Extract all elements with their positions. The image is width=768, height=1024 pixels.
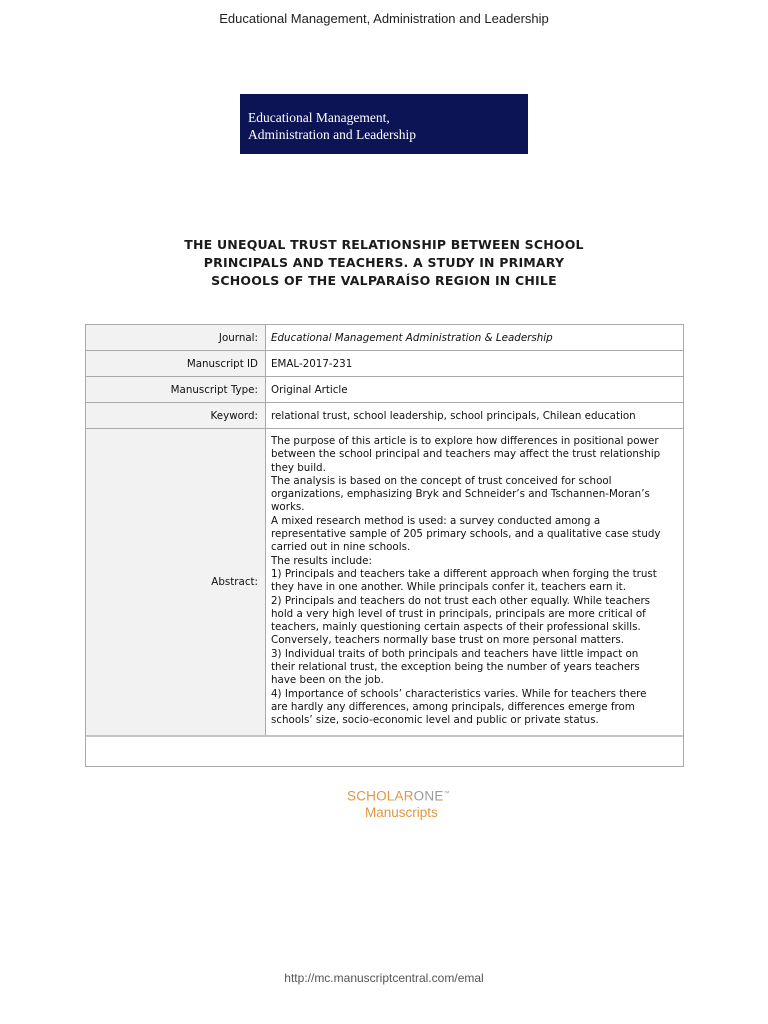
logo-tm: ™ [443, 791, 450, 797]
journal-row [86, 325, 683, 351]
keyword-label: Keyword: [86, 403, 266, 428]
abstract-text [266, 429, 683, 735]
scholarone-wordmark [347, 786, 487, 805]
abstract-line: Conversely, teachers normally base trust on more personal matters. [271, 634, 624, 647]
banner-line-2: Administration and Leadership [248, 127, 416, 142]
manuscript-type-label: Manuscript Type: [86, 377, 266, 402]
empty-row [86, 737, 683, 767]
article-title [100, 236, 668, 290]
title-line-3: SCHOOLS OF THE VALPARAÍSO REGION IN CHILE [211, 273, 557, 288]
journal-value: Educational Management Administration & Leadership [271, 331, 553, 344]
journal-banner [240, 94, 528, 154]
abstract-line: hold a very high level of trust in principals, principals are more critical of [271, 607, 646, 620]
logo-one: ONE [413, 788, 444, 804]
manuscript-id-value: EMAL-2017-231 [271, 357, 353, 370]
abstract-line: are hardly any differences, among principals, differences emerge from [271, 700, 635, 713]
empty-cell [86, 737, 683, 766]
abstract-line: 4) Importance of schools’ characteristics varies. While for teachers there [271, 687, 647, 700]
logo-scholar: SCHOLAR [347, 788, 414, 804]
abstract-line: between the school principal and teachers may affect the trust relationship [271, 448, 661, 461]
abstract-row [86, 429, 683, 737]
abstract-label: Abstract: [86, 429, 266, 735]
abstract-line: 3) Individual traits of both principals and teachers have little impact on [271, 647, 639, 660]
abstract-line: schools’ size, socio-economic level and public or private status. [271, 714, 599, 727]
abstract-line: The purpose of this article is to explore how differences in positional power [271, 435, 659, 447]
abstract-line: A mixed research method is used: a survey conducted among a [271, 514, 601, 527]
running-header: Educational Management, Administration and Leadership [219, 11, 549, 26]
journal-label: Journal: [86, 325, 266, 350]
abstract-line: have been on the job. [271, 674, 384, 687]
manuscript-type-row [86, 377, 683, 403]
abstract-line: teachers, mainly questioning certain aspects of their professional skills. [271, 621, 641, 634]
keyword-value: relational trust, school leadership, school principals, Chilean education [271, 409, 636, 422]
abstract-line: The results include: [271, 554, 372, 567]
title-line-2: PRINCIPALS AND TEACHERS. A STUDY IN PRIMARY [203, 255, 565, 270]
abstract-line: organizations, emphasizing Bryk and Schneider’s and Tschannen-Moran’s [271, 488, 650, 501]
manuscript-type-value: Original Article [271, 383, 348, 396]
logo-manuscripts: Manuscripts [365, 804, 438, 820]
abstract-line: carried out in nine schools. [271, 541, 411, 554]
manuscript-meta-table [85, 324, 684, 767]
abstract-line: The analysis is based on the concept of trust conceived for school [271, 474, 612, 487]
abstract-line: representative sample of 205 primary schools, and a qualitative case study [271, 528, 661, 541]
banner-line-1: Educational Management, [248, 110, 390, 125]
title-line-1: THE UNEQUAL TRUST RELATIONSHIP BETWEEN SCHOOL [184, 237, 584, 252]
keyword-row [86, 403, 683, 429]
abstract-line: their relational trust, the exception being the number of years teachers [271, 661, 640, 674]
abstract-line: works. [271, 501, 305, 514]
manuscript-id-row [86, 351, 683, 377]
abstract-line: 2) Principals and teachers do not trust each other equally. While teachers [271, 594, 651, 607]
abstract-line: they have in one another. While principals confer it, teachers earn it. [271, 581, 626, 594]
manuscript-id-label: Manuscript ID [86, 351, 266, 376]
abstract-line: they build. [271, 461, 326, 474]
scholarone-logo [347, 786, 487, 821]
footer-url: http://mc.manuscriptcentral.com/emal [284, 971, 484, 985]
abstract-line: 1) Principals and teachers take a different approach when forging the trust [271, 567, 657, 580]
